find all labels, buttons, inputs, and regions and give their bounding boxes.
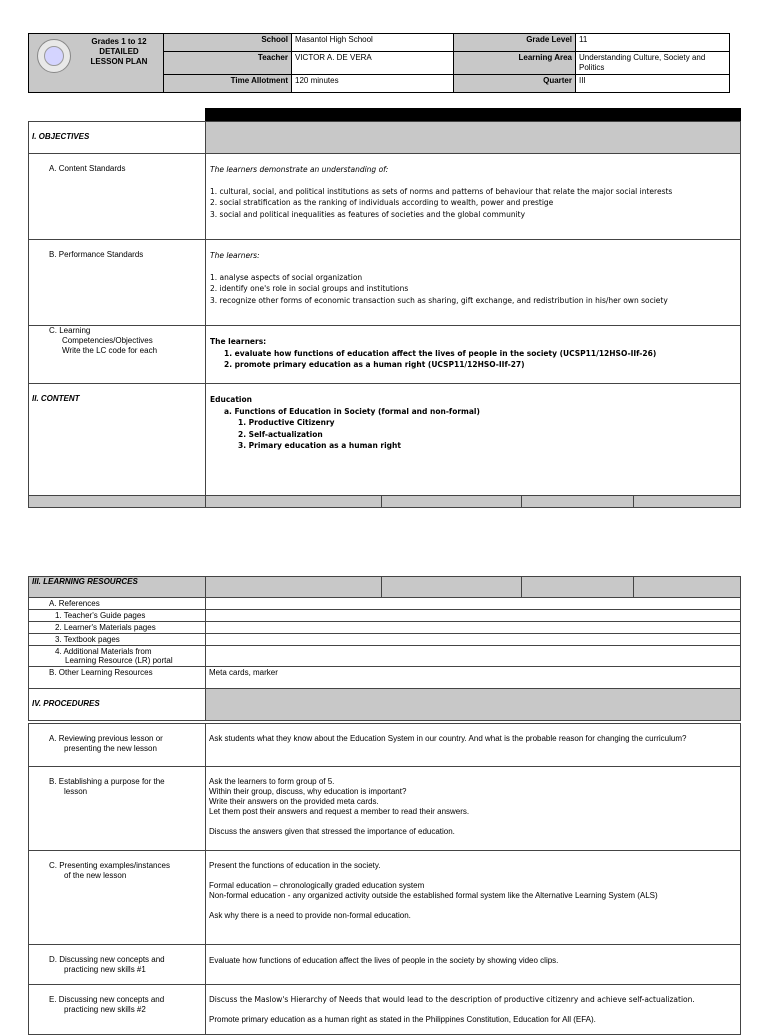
grade-label: Grade Level: [454, 34, 576, 52]
time-allotment-label: Time Allotment: [164, 75, 292, 93]
objectives-heading-fill: [206, 122, 741, 154]
content-footer-strip: [28, 495, 741, 508]
black-header-bar: [205, 108, 741, 121]
other-resources-value: Meta cards, marker: [206, 667, 741, 689]
learning-competencies-label: C. Learning Competencies/Objectives Write the LC code for each: [29, 326, 206, 384]
deped-seal-icon: [37, 39, 71, 73]
teachers-guide-label: 1. Teacher's Guide pages: [29, 610, 206, 622]
teacher-label: Teacher: [164, 52, 292, 75]
content-body: Education a. Functions of Education in Society (formal and non-formal) 1. Productive Citizenry 2. Self-actualization 3. Primary education as a human right: [206, 384, 741, 496]
procedure-c-label: C. Presenting examples/instances of the new lesson: [29, 851, 206, 945]
content-heading: II. CONTENT: [29, 384, 206, 496]
quarter-value: III: [576, 75, 730, 93]
procedure-a-text: Ask students what they know about the Education System in our country. And what is the probable reason for changing the curriculum?: [206, 724, 741, 767]
school-value: Masantol High School: [292, 34, 454, 52]
procedures-heading: IV. PROCEDURES: [29, 689, 206, 721]
deped-seal-cell: [29, 34, 164, 93]
quarter-label: Quarter: [454, 75, 576, 93]
additional-materials-label: 4. Additional Materials from Learning Resource (LR) portal: [29, 646, 206, 667]
objectives-table: [28, 121, 741, 496]
content-standards-body: The learners demonstrate an understanding of: 1. cultural, social, and political institutions as sets of norms and patterns of behaviour that relate the major social interests 2. social stratification as the ranking of individuals according to wealth, power and prestige 3. social and political inequalities as features of societies and the global community: [206, 154, 741, 240]
learning-area-label: Learning Area: [454, 52, 576, 75]
content-standards-label: A. Content Standards: [29, 154, 206, 240]
procedure-c-text: Present the functions of education in the society. Formal education – chronologically graded education system Non-formal education - any organized activity outside the established formal system like the Alternative Learning System (ALS) Ask why there is a need to provide non-formal education.: [206, 851, 741, 945]
procedure-a-label: A. Reviewing previous lesson or presenting the new lesson: [29, 724, 206, 767]
performance-standards-body: The learners: 1. analyse aspects of social organization 2. identify one's role in social groups and institutions 3. recognize other forms of economic transaction such as sharing, gift exchange, and redistribution in his/her own society: [206, 240, 741, 326]
grade-value: 11: [576, 34, 730, 52]
procedure-b-label: B. Establishing a purpose for the lesson: [29, 767, 206, 851]
procedure-b-text: Ask the learners to form group of 5. Within their group, discuss, why education is important? Write their answers on the provided meta cards. Let them post their answers and request a member to read their answers. Discuss the answers given that stressed the importance of education.: [206, 767, 741, 851]
procedure-d-text: Evaluate how functions of education affect the lives of people in the society by showing video clips.: [206, 945, 741, 985]
textbook-pages-label: 3. Textbook pages: [29, 634, 206, 646]
performance-standards-label: B. Performance Standards: [29, 240, 206, 326]
teacher-value: VICTOR A. DE VERA: [292, 52, 454, 75]
procedures-table: [28, 723, 741, 1035]
procedure-d-label: D. Discussing new concepts and practicing new skills #1: [29, 945, 206, 985]
learning-resources-heading: III. LEARNING RESOURCES: [29, 577, 206, 598]
objectives-heading: I. OBJECTIVES: [29, 122, 206, 154]
references-label: A. References: [29, 598, 206, 610]
procedure-e-label: E. Discussing new concepts and practicing new skills #2: [29, 985, 206, 1035]
header-title: Grades 1 to 12 DETAILED LESSON PLAN: [90, 37, 148, 66]
procedure-e-text: Discuss the Maslow's Hierarchy of Needs that would lead to the description of productive citizenry and achieve self-actualization. Promote primary education as a human right as stated in the Philippines Constitution, Education for All (EFA).: [206, 985, 741, 1035]
learning-area-value: Understanding Culture, Society and Politics: [576, 52, 730, 75]
lesson-plan-header: [28, 33, 730, 93]
school-label: School: [164, 34, 292, 52]
learning-competencies-body: The learners: 1. evaluate how functions of education affect the lives of people in the society (UCSP11/12HSO-IIf-26) 2. promote primary education as a human right (UCSP11/12HSO-IIf-27): [206, 326, 741, 384]
learners-materials-label: 2. Learner's Materials pages: [29, 622, 206, 634]
learning-resources-table: [28, 576, 741, 721]
other-resources-label: B. Other Learning Resources: [29, 667, 206, 689]
time-allotment-value: 120 minutes: [292, 75, 454, 93]
